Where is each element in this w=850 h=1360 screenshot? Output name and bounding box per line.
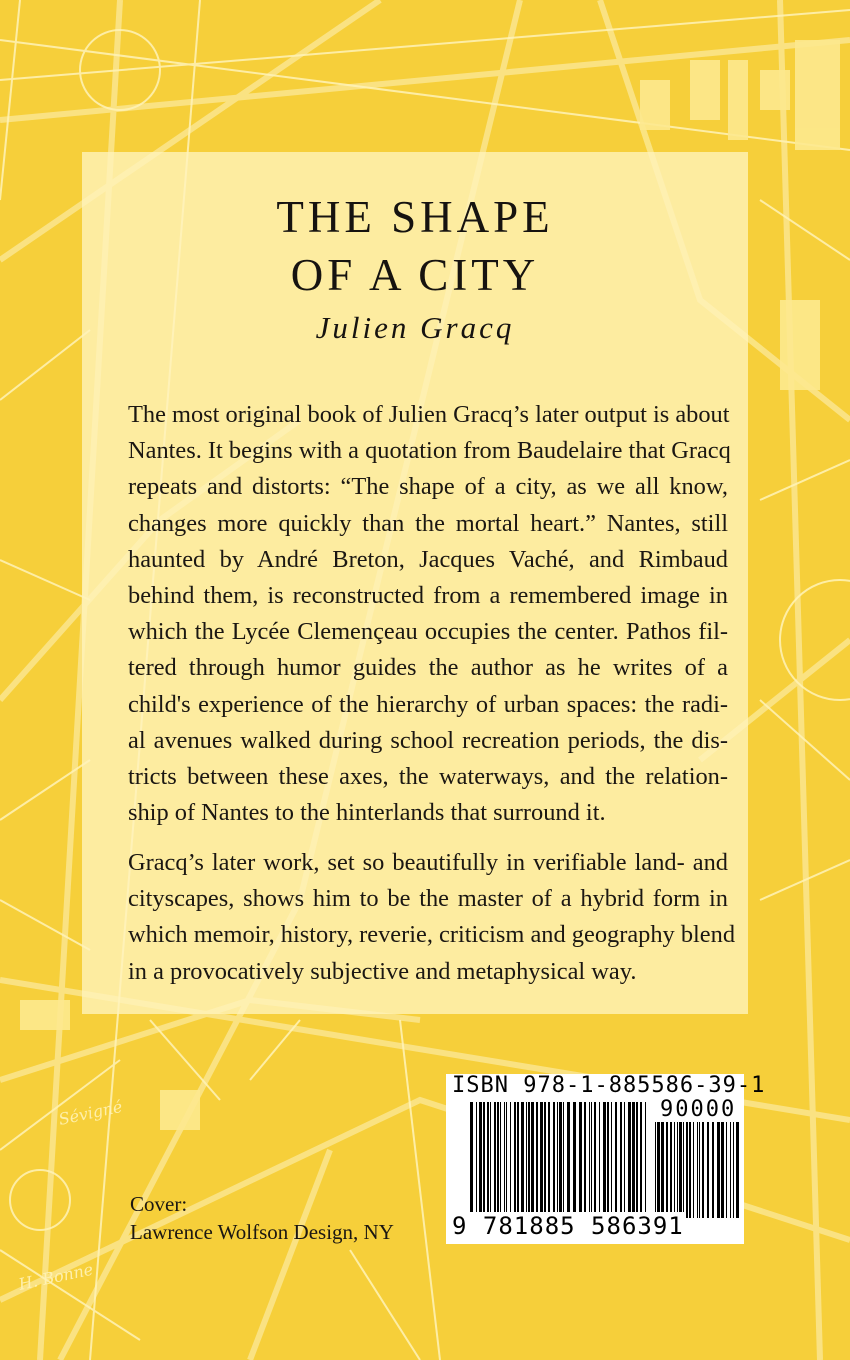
text-line: changes more quickly than the mortal heart.” Nantes, still: [128, 509, 728, 537]
barcode-bar: [657, 1122, 660, 1218]
barcode-bar: [540, 1102, 543, 1212]
text-line: tricts between these axes, the waterways, and the relation-: [128, 763, 728, 791]
barcode-bar: [589, 1102, 590, 1212]
description-paragraph-1: [128, 397, 731, 831]
barcode-bar: [567, 1102, 570, 1212]
barcode-bar: [536, 1102, 538, 1212]
barcode-bar: [591, 1102, 592, 1212]
barcode-bar: [611, 1102, 612, 1212]
barcode-bar: [573, 1102, 576, 1212]
barcode-bar: [500, 1102, 501, 1212]
barcode-bar: [645, 1102, 646, 1212]
text-line: haunted by André Breton, Jacques Vaché, and Rimbaud: [128, 545, 728, 573]
svg-text:H. Bonne: H. Bonne: [16, 1259, 95, 1294]
title-line-1: THE SHAPE: [276, 192, 554, 242]
barcode-bar: [699, 1122, 700, 1218]
barcode-bar: [736, 1122, 739, 1218]
text-line: ship of Nantes to the hinterlands that surround it.: [128, 799, 606, 827]
text-line: cityscapes, shows him to be the master of a hybrid form in: [128, 885, 728, 913]
barcode-bar: [599, 1102, 600, 1212]
text-line: which memoir, history, reverie, criticism and geography blend: [128, 921, 736, 949]
barcode-bar: [624, 1102, 625, 1212]
barcode-bar: [666, 1122, 668, 1218]
barcode-bar: [553, 1102, 555, 1212]
barcode-bar: [548, 1102, 550, 1212]
text-line: Gracq’s later work, set so beautifully in verifiable land- and: [128, 849, 728, 876]
credit-designer: Lawrence Wolfson Design, NY: [130, 1220, 394, 1244]
author-name: Julien Gracq: [315, 310, 515, 345]
barcode-bar: [707, 1122, 709, 1218]
barcode-bar: [632, 1102, 635, 1212]
barcode-bar: [479, 1102, 482, 1212]
barcode-bar: [517, 1102, 519, 1212]
addon-barcode-bars: [655, 1122, 741, 1218]
barcode-bar: [620, 1102, 622, 1212]
text-line: repeats and distorts: “The shape of a city, as we all know,: [128, 473, 728, 501]
cover-credit: [130, 1190, 394, 1246]
barcode-bar: [528, 1102, 530, 1212]
barcode-bar: [674, 1122, 675, 1218]
credit-label: Cover:: [130, 1192, 188, 1216]
barcode-bar: [557, 1102, 558, 1212]
barcode-bar: [526, 1102, 527, 1212]
barcode-bar: [679, 1122, 682, 1218]
barcode-bar: [693, 1122, 694, 1218]
description-paragraph-2: [128, 845, 736, 990]
barcode-bar: [615, 1102, 617, 1212]
barcode-bar: [514, 1102, 516, 1212]
barcode-bar: [490, 1102, 491, 1212]
barcode-bar: [544, 1102, 546, 1212]
barcode-bar: [726, 1122, 727, 1218]
barcode-bar: [670, 1122, 672, 1218]
barcode-bar: [640, 1102, 642, 1212]
barcode-bar: [702, 1122, 704, 1218]
barcode-bar: [721, 1122, 724, 1218]
text-line: which the Lycée Clemençeau occupies the center. Pathos fil-: [128, 618, 728, 646]
barcode-bar: [563, 1102, 564, 1212]
barcode-bar: [506, 1102, 507, 1212]
barcode-bar: [521, 1102, 524, 1212]
barcode-bar: [483, 1102, 485, 1212]
text-line: al avenues walked during school recreation periods, the dis-: [128, 726, 728, 754]
barcode-bar: [628, 1102, 631, 1212]
barcode-bar: [697, 1122, 698, 1218]
text-line: behind them, is reconstructed from a remembered image in: [128, 582, 728, 610]
barcode-bar: [476, 1102, 477, 1212]
barcode-bar: [594, 1102, 596, 1212]
barcode-bar: [636, 1102, 638, 1212]
barcode-bar: [494, 1102, 496, 1212]
barcode-bar: [607, 1102, 609, 1212]
barcode-bar: [510, 1102, 511, 1212]
barcode-bar: [470, 1102, 473, 1212]
barcode-bar: [559, 1102, 562, 1212]
price-code: 90000: [660, 1097, 737, 1122]
barcode-bar: [686, 1122, 688, 1218]
barcode-bar: [717, 1122, 720, 1218]
barcode-bar: [677, 1122, 678, 1218]
barcode-bar: [712, 1122, 714, 1218]
ean-barcode-bars: [470, 1102, 650, 1212]
text-line: tered through humor guides the author as he writes of a: [128, 654, 728, 682]
barcode-bar: [689, 1122, 691, 1218]
text-line: Nantes. It begins with a quotation from Baudelaire that Gracq: [128, 437, 731, 465]
text-line: The most original book of Julien Gracq’s later output is about: [128, 401, 730, 428]
barcode-bar: [730, 1122, 731, 1218]
text-line: child's experience of the hierarchy of urban spaces: the radi-: [128, 690, 728, 718]
barcode-bar: [661, 1122, 664, 1218]
svg-text:Sévigné: Sévigné: [56, 1096, 125, 1129]
barcode-bar: [655, 1122, 656, 1218]
ean-digits: 9 781885 586391: [452, 1212, 684, 1240]
barcode-bar: [531, 1102, 534, 1212]
isbn-number: ISBN 978-1-885586-39-1: [452, 1073, 766, 1098]
barcode-bar: [733, 1122, 734, 1218]
barcode-bar: [579, 1102, 582, 1212]
text-line: in a provocatively subjective and metaphysical way.: [128, 957, 637, 985]
title-line-2: OF A CITY: [290, 250, 540, 300]
barcode-bar: [504, 1102, 505, 1212]
barcode-bar: [603, 1102, 606, 1212]
barcode-bar: [487, 1102, 489, 1212]
barcode-bar: [683, 1122, 684, 1218]
barcode-bar: [584, 1102, 586, 1212]
barcode-bar: [497, 1102, 499, 1212]
book-title: [82, 188, 748, 304]
